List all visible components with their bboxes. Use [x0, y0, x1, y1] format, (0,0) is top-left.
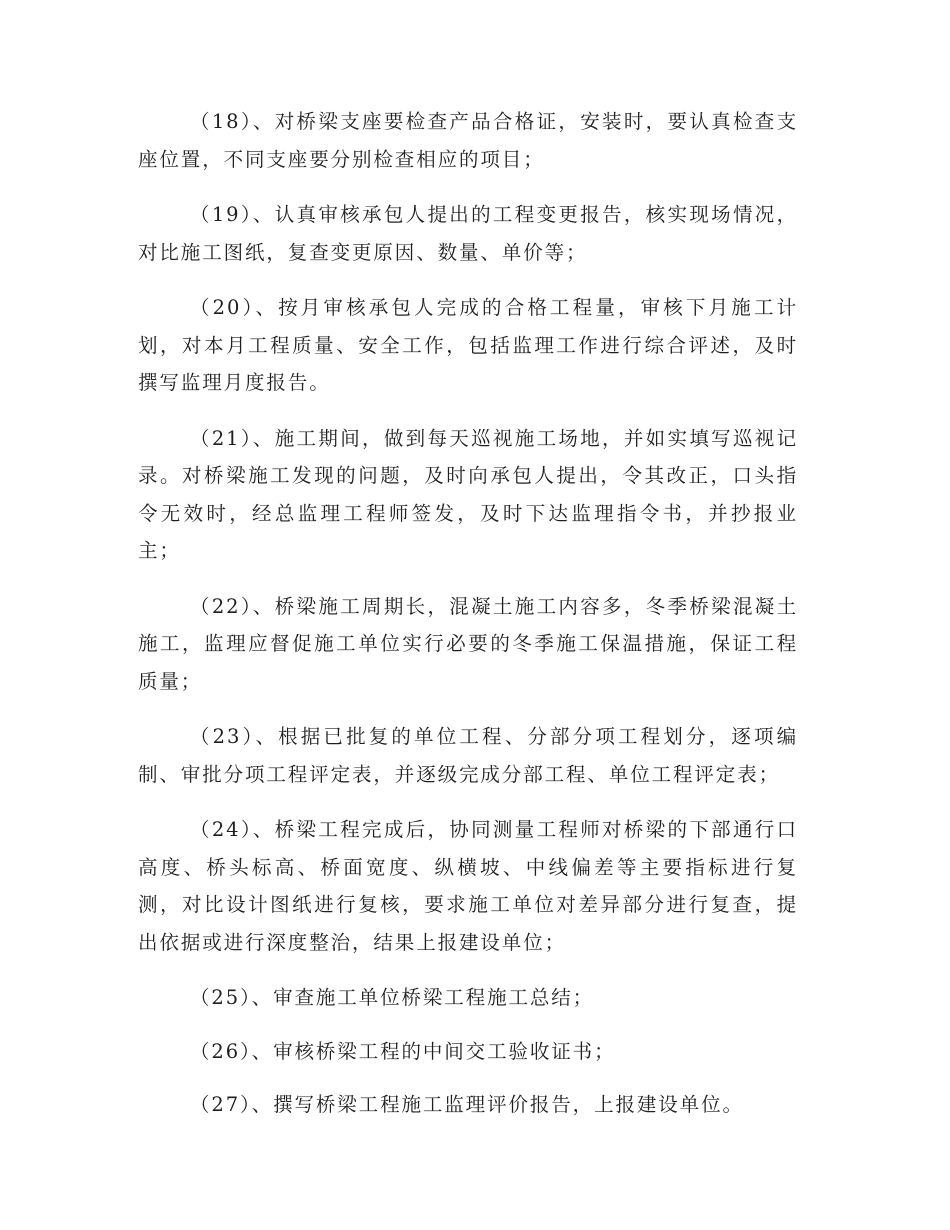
paragraph-27: （27）、撰写桥梁工程施工监理评价报告，上报建设单位。: [190, 1093, 744, 1116]
document-body: [138, 103, 798, 1140]
paragraph-25: （25）、审查施工单位桥梁工程施工总结；: [190, 986, 595, 1009]
paragraph-26: （26）、审核桥梁工程的中间交工验收证书；: [190, 1039, 616, 1063]
paragraph-20: （20）、按月审核承包人完成的合格工程量，审核下月施工计划，对本月工程质量、安全工作，包括监理工作进行综合评述，及时撰写监理月度报告。: [138, 296, 798, 394]
paragraph-19: （19）、认真审核承包人提出的工程变更报告，核实现场情况，对比施工图纸，复查变更原因、数量、单价等；: [138, 203, 798, 264]
paragraph-23: （23）、根据已批复的单位工程、分部分项工程划分，逐项编制、审批分项工程评定表，并逐级完成分部工程、单位工程评定表；: [138, 725, 798, 786]
paragraph-22: （22）、桥梁施工周期长，混凝土施工内容多，冬季桥梁混凝土施工，监理应督促施工单位实行必要的冬季施工保温措施，保证工程质量；: [138, 594, 798, 693]
paragraph-24: （24）、桥梁工程完成后，协同测量工程师对桥梁的下部通行口高度、桥头标高、桥面宽度、纵横坡、中线偏差等主要指标进行复测，对比设计图纸进行复核，要求施工单位对差异部分进行复查，提出依据或进行深度整治，结果上报建设单位；: [138, 818, 798, 954]
paragraph-18: （18）、对桥梁支座要检查产品合格证，安装时，要认真检查支座位置，不同支座要分别检查相应的项目；: [138, 110, 798, 171]
paragraph-21: （21）、施工期间，做到每天巡视施工场地，并如实填写巡视记录。对桥梁施工发现的问题，及时向承包人提出，令其改正，口头指令无效时，经总监理工程师签发，及时下达监理指令书，并抄报业主；: [138, 426, 798, 562]
